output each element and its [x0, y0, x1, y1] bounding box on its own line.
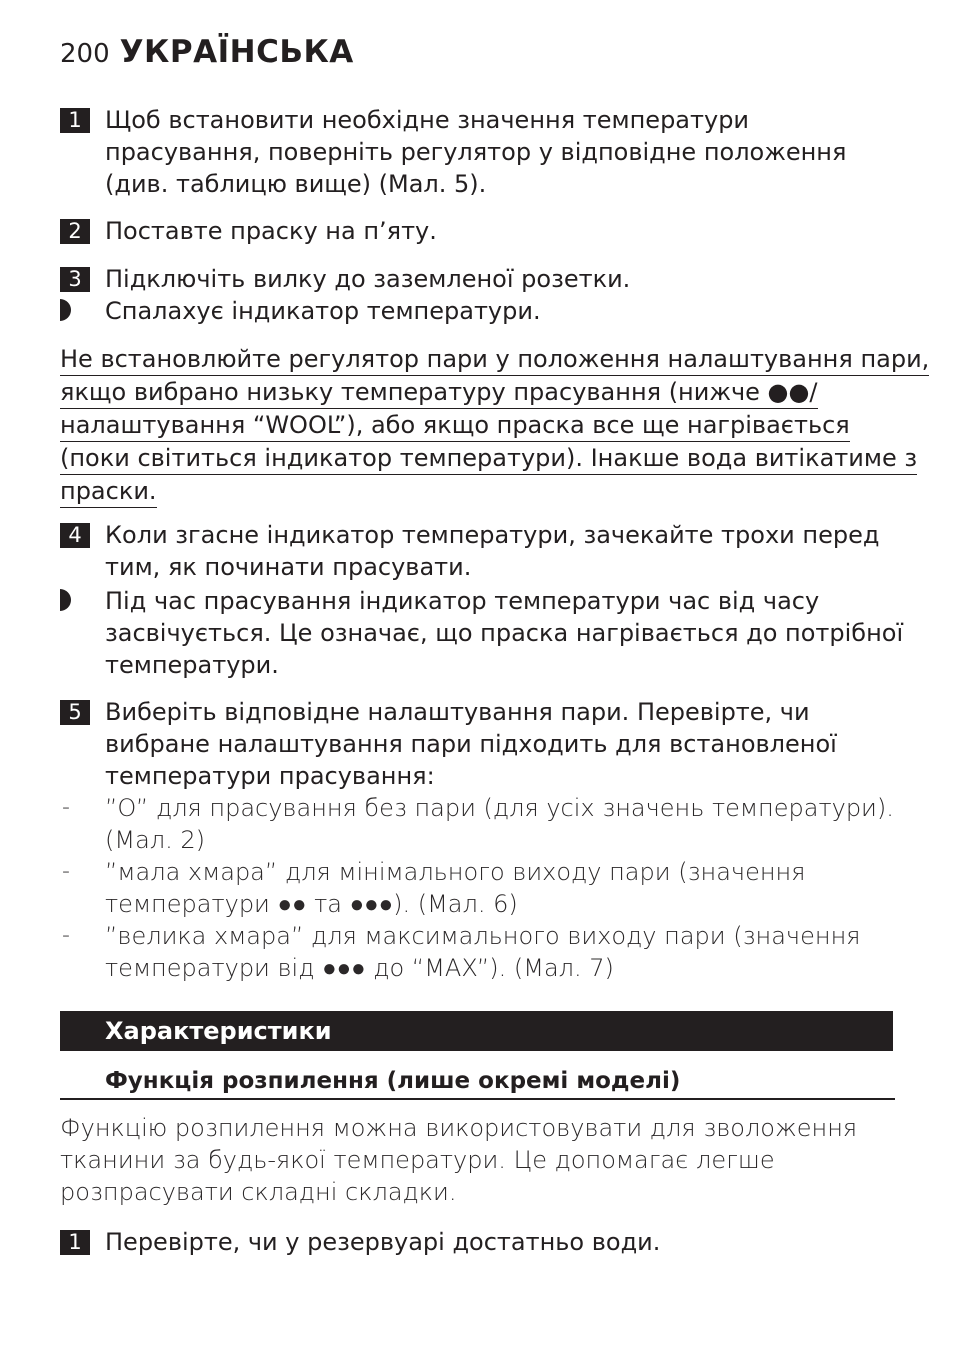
bullet-icon [60, 589, 71, 611]
page-number: 200 [60, 39, 110, 69]
dash-mark: - [62, 923, 70, 948]
dash-mark: - [62, 795, 70, 820]
step-number: 2 [60, 219, 90, 244]
warning-block [60, 343, 930, 508]
warning-line: праски. [60, 475, 157, 508]
subsection-heading [60, 1064, 895, 1100]
dash-mark: - [62, 859, 70, 884]
step-text: Щоб встановити необхідне значення температури прасування, поверніть регулятор у відповідне положення (див. таблицю вище) (Мал. 5). [105, 106, 847, 198]
bullet-text: Під час прасування індикатор температури час від часу засвічується. Це означає, що праска нагрівається до потрібної температури. [105, 587, 904, 679]
step-number: 3 [60, 267, 90, 292]
step-text: Перевірте, чи у резервуарі достатньо води. [105, 1228, 661, 1256]
warning-line: якщо вибрано низьку температуру прасування (нижче ●●/ [60, 376, 818, 409]
step-1 [60, 104, 906, 200]
step-number: 1 [60, 108, 90, 133]
dash-item [60, 920, 906, 984]
dash-item [60, 856, 906, 920]
warning-line: налаштування “WOOL”), або якщо праска все ще нагрівається [60, 409, 850, 442]
step-2 [60, 215, 906, 247]
step-number: 4 [60, 523, 90, 548]
step-text: Поставте праску на п’яту. [105, 217, 437, 245]
section-heading [60, 1011, 893, 1051]
page-language-title: УКРАЇНСЬКА [119, 34, 354, 70]
step-3 [60, 263, 906, 295]
result-bullet-2 [60, 585, 906, 681]
warning-line: (поки світиться індикатор температури). Інакше вода витікатиме з [60, 442, 917, 475]
step-text: Підключіть вилку до заземленої розетки. [105, 265, 631, 293]
dash-item [60, 792, 906, 856]
section-title: Характеристики [105, 1017, 332, 1045]
dash-item-text: ”O” для прасування без пари (для усіх значень температури). (Мал. 2) [105, 794, 894, 854]
step-5 [60, 696, 906, 792]
step-4 [60, 519, 906, 583]
step-text: Коли згасне індикатор температури, зачекайте трохи перед тим, як починати прасувати. [105, 521, 880, 581]
bullet-text: Спалахує індикатор температури. [105, 297, 541, 325]
dash-item-text: ”мала хмара” для мінімального виходу пари (значення температури ●● та ●●●). (Мал. 6) [105, 858, 806, 918]
page-header [60, 34, 354, 70]
subsection-title: Функція розпилення (лише окремі моделі) [105, 1068, 681, 1094]
bullet-icon [60, 299, 71, 321]
dash-item-text: ”велика хмара” для максимального виходу пари (значення температури від ●●● до “MAX”). (Мал. 7) [105, 922, 861, 982]
intro-paragraph: Функцію розпилення можна використовувати для зволоження тканини за будь-якої температури. Це допомагає легше розпрасувати складні складки. [60, 1114, 858, 1206]
warning-line: Не встановлюйте регулятор пари у положення налаштування пари, [60, 343, 929, 376]
result-bullet-1 [60, 295, 906, 327]
step-text: Виберіть відповідне налаштування пари. Перевірте, чи вибране налаштування пари підходить для встановленої температури прасування: [105, 698, 837, 790]
step-number: 5 [60, 700, 90, 725]
step-1-spray [60, 1226, 906, 1258]
step-number: 1 [60, 1230, 90, 1255]
